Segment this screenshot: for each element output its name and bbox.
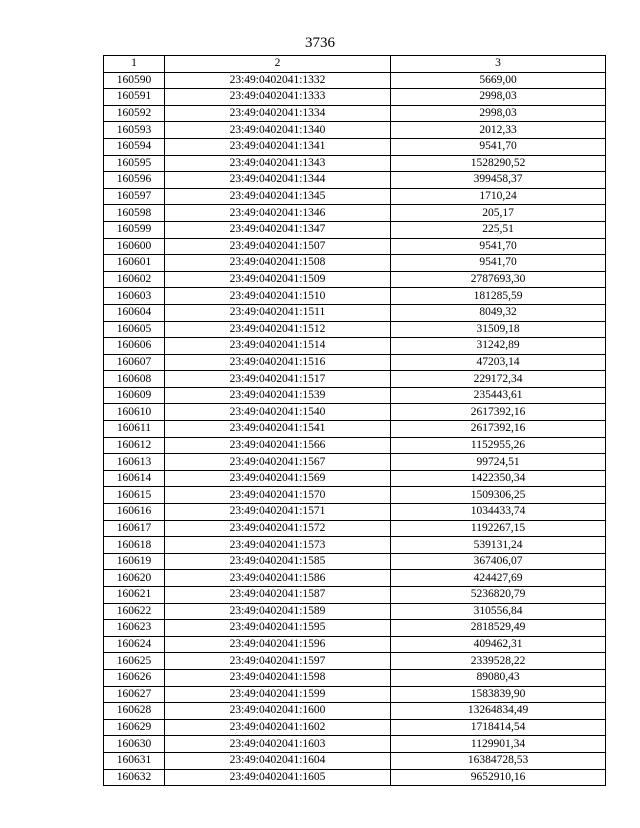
table-body bbox=[104, 72, 606, 786]
row-number-cell: 160606 bbox=[104, 338, 165, 355]
table-row bbox=[104, 255, 606, 272]
value-cell: 9541,70 bbox=[391, 238, 606, 255]
registry-table bbox=[103, 55, 606, 786]
cadastral-number-cell: 23:49:0402041:1507 bbox=[165, 238, 391, 255]
table-row bbox=[104, 553, 606, 570]
cadastral-number-cell: 23:49:0402041:1510 bbox=[165, 288, 391, 305]
cadastral-number-cell: 23:49:0402041:1595 bbox=[165, 620, 391, 637]
row-number-cell: 160615 bbox=[104, 487, 165, 504]
value-cell: 1422350,34 bbox=[391, 470, 606, 487]
table-row bbox=[104, 288, 606, 305]
table-row bbox=[104, 122, 606, 139]
cadastral-number-cell: 23:49:0402041:1572 bbox=[165, 520, 391, 537]
table-row bbox=[104, 271, 606, 288]
cadastral-number-cell: 23:49:0402041:1586 bbox=[165, 570, 391, 587]
row-number-cell: 160599 bbox=[104, 221, 165, 238]
cadastral-number-cell: 23:49:0402041:1598 bbox=[165, 669, 391, 686]
table-row bbox=[104, 105, 606, 122]
cadastral-number-cell: 23:49:0402041:1517 bbox=[165, 371, 391, 388]
table-row bbox=[104, 172, 606, 189]
value-cell: 13264834,49 bbox=[391, 703, 606, 720]
row-number-cell: 160593 bbox=[104, 122, 165, 139]
table-row bbox=[104, 371, 606, 388]
table-row bbox=[104, 620, 606, 637]
row-number-cell: 160604 bbox=[104, 304, 165, 321]
table-row bbox=[104, 736, 606, 753]
table-row bbox=[104, 89, 606, 106]
row-number-cell: 160595 bbox=[104, 155, 165, 172]
table-row bbox=[104, 437, 606, 454]
value-cell: 47203,14 bbox=[391, 354, 606, 371]
row-number-cell: 160618 bbox=[104, 537, 165, 554]
value-cell: 1034433,74 bbox=[391, 504, 606, 521]
table-row bbox=[104, 653, 606, 670]
cadastral-number-cell: 23:49:0402041:1573 bbox=[165, 537, 391, 554]
row-number-cell: 160594 bbox=[104, 138, 165, 155]
cadastral-number-cell: 23:49:0402041:1539 bbox=[165, 387, 391, 404]
cadastral-number-cell: 23:49:0402041:1585 bbox=[165, 553, 391, 570]
table-row bbox=[104, 221, 606, 238]
table-row bbox=[104, 603, 606, 620]
cadastral-number-cell: 23:49:0402041:1604 bbox=[165, 752, 391, 769]
value-cell: 367406,07 bbox=[391, 553, 606, 570]
row-number-cell: 160611 bbox=[104, 421, 165, 438]
table-row bbox=[104, 454, 606, 471]
row-number-cell: 160612 bbox=[104, 437, 165, 454]
row-number-cell: 160605 bbox=[104, 321, 165, 338]
table-row bbox=[104, 487, 606, 504]
cadastral-number-cell: 23:49:0402041:1333 bbox=[165, 89, 391, 106]
cadastral-number-cell: 23:49:0402041:1597 bbox=[165, 653, 391, 670]
cadastral-number-cell: 23:49:0402041:1508 bbox=[165, 255, 391, 272]
table-row bbox=[104, 155, 606, 172]
cadastral-number-cell: 23:49:0402041:1345 bbox=[165, 188, 391, 205]
value-cell: 5236820,79 bbox=[391, 587, 606, 604]
table-row bbox=[104, 188, 606, 205]
cadastral-number-cell: 23:49:0402041:1509 bbox=[165, 271, 391, 288]
value-cell: 2787693,30 bbox=[391, 271, 606, 288]
row-number-cell: 160597 bbox=[104, 188, 165, 205]
cadastral-number-cell: 23:49:0402041:1332 bbox=[165, 72, 391, 89]
table-row bbox=[104, 421, 606, 438]
cadastral-number-cell: 23:49:0402041:1602 bbox=[165, 719, 391, 736]
value-cell: 229172,34 bbox=[391, 371, 606, 388]
cadastral-number-cell: 23:49:0402041:1334 bbox=[165, 105, 391, 122]
value-cell: 1583839,90 bbox=[391, 686, 606, 703]
row-number-cell: 160608 bbox=[104, 371, 165, 388]
cadastral-number-cell: 23:49:0402041:1599 bbox=[165, 686, 391, 703]
table-row bbox=[104, 354, 606, 371]
table-row bbox=[104, 304, 606, 321]
cadastral-number-cell: 23:49:0402041:1343 bbox=[165, 155, 391, 172]
cadastral-number-cell: 23:49:0402041:1347 bbox=[165, 221, 391, 238]
row-number-cell: 160631 bbox=[104, 752, 165, 769]
row-number-cell: 160626 bbox=[104, 669, 165, 686]
cadastral-number-cell: 23:49:0402041:1344 bbox=[165, 172, 391, 189]
value-cell: 16384728,53 bbox=[391, 752, 606, 769]
row-number-cell: 160629 bbox=[104, 719, 165, 736]
cadastral-number-cell: 23:49:0402041:1603 bbox=[165, 736, 391, 753]
cadastral-number-cell: 23:49:0402041:1541 bbox=[165, 421, 391, 438]
table-row bbox=[104, 404, 606, 421]
value-cell: 8049,32 bbox=[391, 304, 606, 321]
row-number-cell: 160617 bbox=[104, 520, 165, 537]
table-row bbox=[104, 238, 606, 255]
value-cell: 409462,31 bbox=[391, 636, 606, 653]
row-number-cell: 160613 bbox=[104, 454, 165, 471]
row-number-cell: 160590 bbox=[104, 72, 165, 89]
row-number-cell: 160603 bbox=[104, 288, 165, 305]
cadastral-number-cell: 23:49:0402041:1569 bbox=[165, 470, 391, 487]
value-cell: 9541,70 bbox=[391, 138, 606, 155]
cadastral-number-cell: 23:49:0402041:1605 bbox=[165, 769, 391, 786]
value-cell: 9652910,16 bbox=[391, 769, 606, 786]
value-cell: 181285,59 bbox=[391, 288, 606, 305]
header-row bbox=[104, 56, 606, 73]
value-cell: 2998,03 bbox=[391, 89, 606, 106]
value-cell: 31509,18 bbox=[391, 321, 606, 338]
table-row bbox=[104, 387, 606, 404]
row-number-cell: 160625 bbox=[104, 653, 165, 670]
value-cell: 2012,33 bbox=[391, 122, 606, 139]
value-cell: 89080,43 bbox=[391, 669, 606, 686]
cadastral-number-cell: 23:49:0402041:1566 bbox=[165, 437, 391, 454]
value-cell: 2617392,16 bbox=[391, 421, 606, 438]
row-number-cell: 160607 bbox=[104, 354, 165, 371]
row-number-cell: 160623 bbox=[104, 620, 165, 637]
table-row bbox=[104, 570, 606, 587]
table-row bbox=[104, 338, 606, 355]
cadastral-number-cell: 23:49:0402041:1589 bbox=[165, 603, 391, 620]
row-number-cell: 160598 bbox=[104, 205, 165, 222]
table-row bbox=[104, 703, 606, 720]
page-number: 3736 bbox=[305, 35, 335, 51]
value-cell: 539131,24 bbox=[391, 537, 606, 554]
value-cell: 1718414,54 bbox=[391, 719, 606, 736]
row-number-cell: 160621 bbox=[104, 587, 165, 604]
row-number-cell: 160619 bbox=[104, 553, 165, 570]
value-cell: 5669,00 bbox=[391, 72, 606, 89]
value-cell: 2818529,49 bbox=[391, 620, 606, 637]
row-number-cell: 160624 bbox=[104, 636, 165, 653]
row-number-cell: 160620 bbox=[104, 570, 165, 587]
row-number-cell: 160616 bbox=[104, 504, 165, 521]
cadastral-number-cell: 23:49:0402041:1596 bbox=[165, 636, 391, 653]
value-cell: 399458,37 bbox=[391, 172, 606, 189]
table-header bbox=[104, 56, 606, 73]
table-row bbox=[104, 636, 606, 653]
row-number-cell: 160592 bbox=[104, 105, 165, 122]
cadastral-number-cell: 23:49:0402041:1567 bbox=[165, 454, 391, 471]
cadastral-number-cell: 23:49:0402041:1346 bbox=[165, 205, 391, 222]
value-cell: 424427,69 bbox=[391, 570, 606, 587]
row-number-cell: 160614 bbox=[104, 470, 165, 487]
table-row bbox=[104, 587, 606, 604]
table-row bbox=[104, 321, 606, 338]
table-row bbox=[104, 470, 606, 487]
value-cell: 2617392,16 bbox=[391, 404, 606, 421]
row-number-cell: 160632 bbox=[104, 769, 165, 786]
row-number-cell: 160596 bbox=[104, 172, 165, 189]
value-cell: 1710,24 bbox=[391, 188, 606, 205]
table-row bbox=[104, 138, 606, 155]
header-col-3: 3 bbox=[391, 56, 606, 73]
cadastral-number-cell: 23:49:0402041:1341 bbox=[165, 138, 391, 155]
cadastral-number-cell: 23:49:0402041:1511 bbox=[165, 304, 391, 321]
row-number-cell: 160591 bbox=[104, 89, 165, 106]
row-number-cell: 160610 bbox=[104, 404, 165, 421]
cadastral-number-cell: 23:49:0402041:1516 bbox=[165, 354, 391, 371]
table-row bbox=[104, 769, 606, 786]
header-col-1: 1 bbox=[104, 56, 165, 73]
value-cell: 235443,61 bbox=[391, 387, 606, 404]
value-cell: 1129901,34 bbox=[391, 736, 606, 753]
cadastral-number-cell: 23:49:0402041:1571 bbox=[165, 504, 391, 521]
cadastral-number-cell: 23:49:0402041:1512 bbox=[165, 321, 391, 338]
row-number-cell: 160601 bbox=[104, 255, 165, 272]
table-row bbox=[104, 205, 606, 222]
row-number-cell: 160630 bbox=[104, 736, 165, 753]
row-number-cell: 160622 bbox=[104, 603, 165, 620]
header-col-2: 2 bbox=[165, 56, 391, 73]
row-number-cell: 160627 bbox=[104, 686, 165, 703]
value-cell: 1192267,15 bbox=[391, 520, 606, 537]
row-number-cell: 160602 bbox=[104, 271, 165, 288]
value-cell: 9541,70 bbox=[391, 255, 606, 272]
value-cell: 1509306,25 bbox=[391, 487, 606, 504]
cadastral-number-cell: 23:49:0402041:1600 bbox=[165, 703, 391, 720]
table-row bbox=[104, 504, 606, 521]
value-cell: 99724,51 bbox=[391, 454, 606, 471]
value-cell: 2998,03 bbox=[391, 105, 606, 122]
table-row bbox=[104, 669, 606, 686]
cadastral-number-cell: 23:49:0402041:1570 bbox=[165, 487, 391, 504]
value-cell: 1528290,52 bbox=[391, 155, 606, 172]
cadastral-number-cell: 23:49:0402041:1540 bbox=[165, 404, 391, 421]
row-number-cell: 160609 bbox=[104, 387, 165, 404]
table-row bbox=[104, 719, 606, 736]
value-cell: 2339528,22 bbox=[391, 653, 606, 670]
table-row bbox=[104, 520, 606, 537]
row-number-cell: 160600 bbox=[104, 238, 165, 255]
table-row bbox=[104, 686, 606, 703]
value-cell: 310556,84 bbox=[391, 603, 606, 620]
table-row bbox=[104, 537, 606, 554]
cadastral-number-cell: 23:49:0402041:1587 bbox=[165, 587, 391, 604]
row-number-cell: 160628 bbox=[104, 703, 165, 720]
table-row bbox=[104, 752, 606, 769]
value-cell: 31242,89 bbox=[391, 338, 606, 355]
cadastral-number-cell: 23:49:0402041:1514 bbox=[165, 338, 391, 355]
value-cell: 225,51 bbox=[391, 221, 606, 238]
value-cell: 205,17 bbox=[391, 205, 606, 222]
value-cell: 1152955,26 bbox=[391, 437, 606, 454]
table-row bbox=[104, 72, 606, 89]
cadastral-number-cell: 23:49:0402041:1340 bbox=[165, 122, 391, 139]
